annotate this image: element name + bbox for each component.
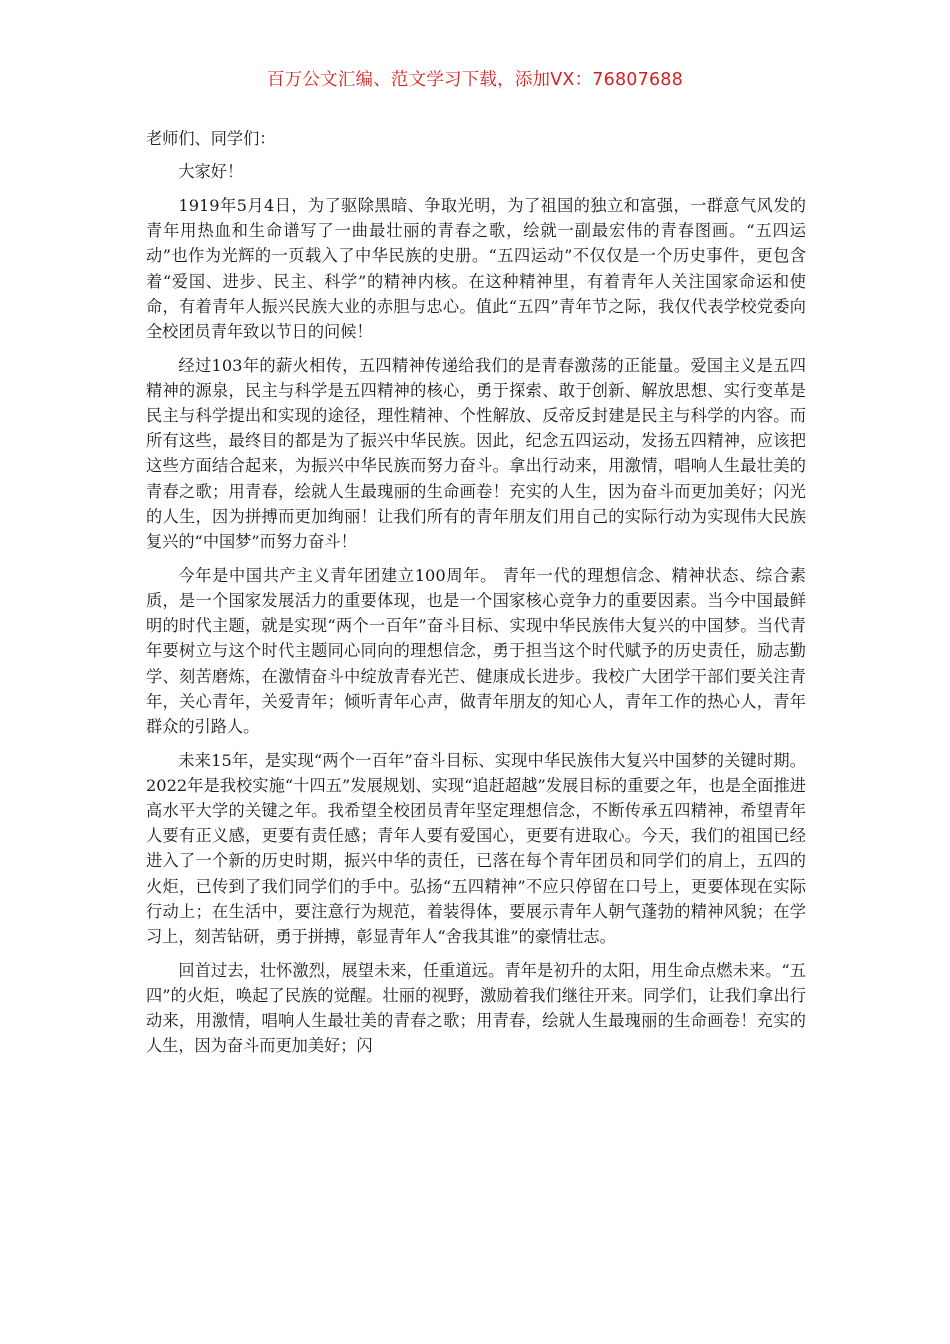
document-body [146, 126, 806, 1067]
paragraph-next-15-years: 未来15年，是实现“两个一百年”奋斗目标、实现中华民族伟大复兴中国梦的关键时期。2022年是我校实施“十四五”发展规划、实现“追赶超越”发展目标的重要之年，也是全面推进高水平大学的关键之年。我希望全校团员青年坚定理想信念，不断传承五四精神，希望青年人要有正义感，更要有责任感；青年人要有爱国心，更要有进取心。今天，我们的祖国已经进入了一个新的历史时期，振兴中华的责任，已落在每个青年团员和同学们的肩上，五四的火炬，已传到了我们同学们的手中。弘扬“五四精神”不应只停留在口号上，更要体现在实际行动上；在生活中，要注意行为规范，着装得体，要展示青年人朝气蓬勃的精神风貌；在学习上，刻苦钻研，勇于拼搏，彰显青年人“舍我其谁”的豪情壮志。 [146, 750, 806, 947]
paragraph-greeting: 大家好！ [178, 162, 244, 182]
paragraph-100th-anniversary: 今年是中国共产主义青年团建立100周年。 青年一代的理想信念、精神状态、综合素质，是一个国家发展活力的重要体现，也是一个国家核心竞争力的重要因素。当今中国最鲜明的时代主题，就是实现“两个一百年”奋斗目标、实现中华民族伟大复兴的中国梦。当代青年要树立与这个时代主题同心同向的理想信念，勇于担当这个时代赋予的历史责任，励志勤学、刻苦磨炼，在激情奋斗中绽放青春光芒、健康成长进步。我校广大团学干部们要关注青年，关心青年，关爱青年；倾听青年心声，做青年朋友的知心人，青年工作的热心人，青年群众的引路人。 [146, 565, 806, 736]
salutation: 老师们、同学们： [146, 129, 276, 148]
paragraph-103-years: 经过103年的薪火相传，五四精神传递给我们的是青春激荡的正能量。爱国主义是五四精神的源泉，民主与科学是五四精神的核心，勇于探索、敢于创新、解放思想、实行变革是民主与科学提出和实现的途径，理性精神、个性解放、反帝反封建是民主与科学的内容。而所有这些，最终目的都是为了振兴中华民族。因此，纪念五四运动，发扬五四精神，应该把这些方面结合起来，为振兴中华民族而努力奋斗。拿出行动来，用激情，唱响人生最壮美的青春之歌；用青春，绘就人生最瑰丽的生命画卷！充实的人生，因为奋斗而更加美好；闪光的人生，因为拼搏而更加绚丽！让我们所有的青年朋友们用自己的实际行动为实现伟大民族复兴的“中国梦”而努力奋斗！ [146, 355, 806, 552]
paragraph-1919: 1919年5月4日，为了驱除黑暗、争取光明，为了祖国的独立和富强，一群意气风发的青年用热血和生命谱写了一曲最壮丽的青春之歌，绘就一副最宏伟的青春图画。“五四运动”也作为光辉的一页载入了中华民族的史册。“五四运动”不仅仅是一个历史事件，更包含着“爱国、进步、民主、科学”的精神内核。在这种精神里，有着青年人关注国家命运和使命，有着青年人振兴民族大业的赤胆与忠心。值此“五四”青年节之际，我仅代表学校党委向全校团员青年致以节日的问候！ [146, 195, 806, 341]
download-banner: 百万公文汇编、范文学习下载，添加VX：76807688 [267, 70, 683, 90]
paragraph-looking-back: 回首过去，壮怀激烈，展望未来，任重道远。青年是初升的太阳，用生命点燃未来。“五四”的火炬，唤起了民族的觉醒。壮丽的视野，激励着我们继往开来。同学们，让我们拿出行动来，用激情，唱响人生最壮美的青春之歌；用青春，绘就人生最瑰丽的生命画卷！充实的人生，因为奋斗而更加美好；闪 [146, 960, 806, 1056]
